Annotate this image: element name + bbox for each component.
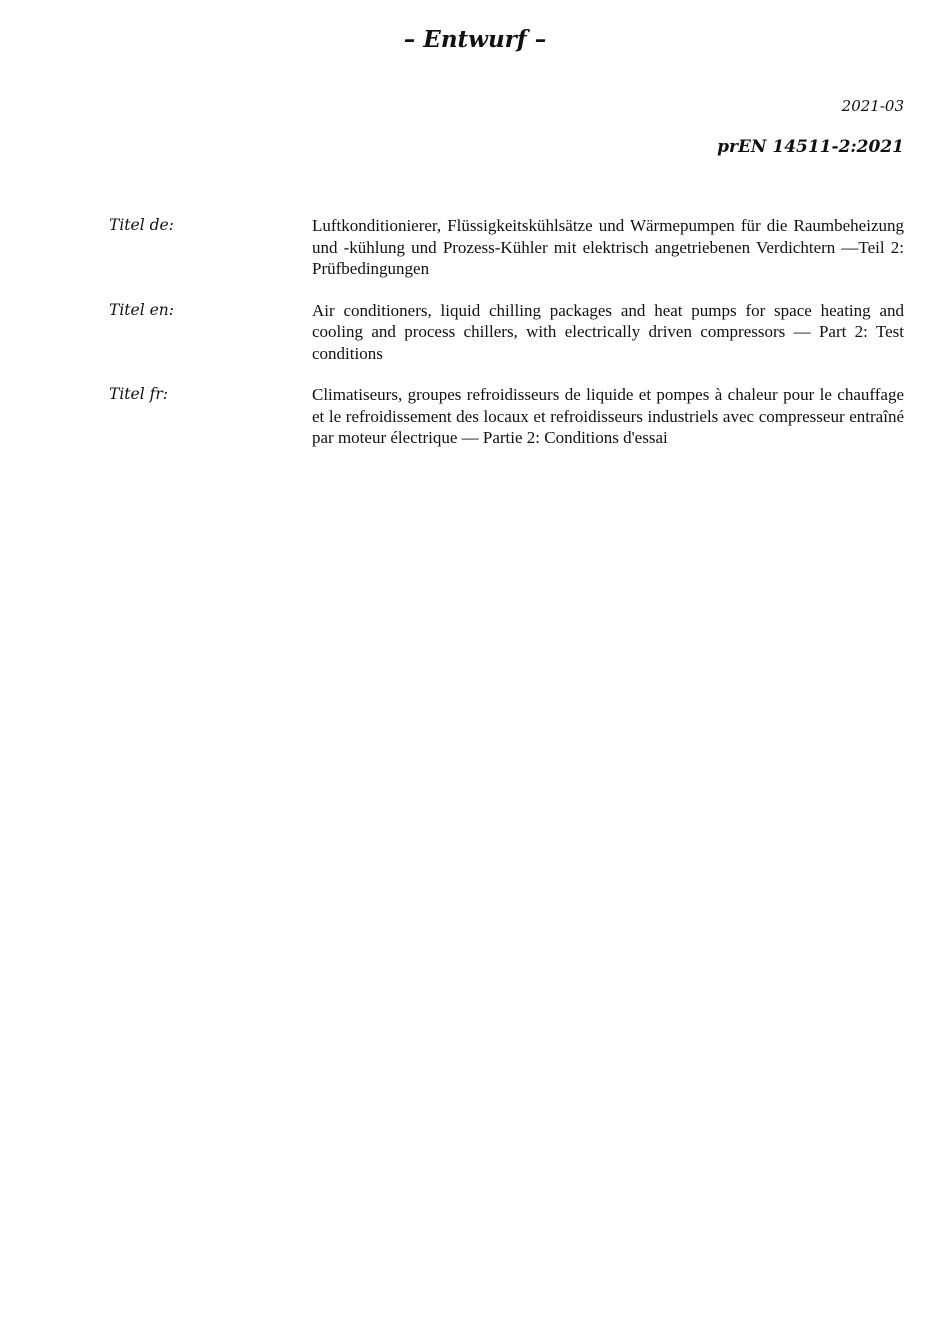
titles-table (109, 215, 904, 469)
title-text-en: Air conditioners, liquid chilling packages and heat pumps for space heating and cooling and process chillers, with electrically driven compressors — Part 2: Test conditions (312, 300, 904, 363)
title-row-de (109, 215, 904, 280)
title-label-de: Titel de: (109, 216, 174, 234)
title-row-fr (109, 384, 904, 449)
title-text-de: Luftkonditionierer, Flüssigkeitskühlsätze und Wärmepumpen für die Raumbeheizung und -kühlung und Prozess-Kühler mit elektrisch angetriebenen Verdichtern —Teil 2: Prüfbedingungen (312, 216, 904, 278)
title-row-en (109, 300, 904, 365)
title-text-fr: Climatiseurs, groupes refroidisseurs de liquide et pompes à chaleur pour le chauffage et le refroidissement des locaux et refroidisseurs industriels avec compresseur entraîné par moteur électrique — Partie 2: Conditions d'essai (312, 385, 904, 447)
title-label-en: Titel en: (109, 300, 174, 319)
document-number: prEN 14511-2:2021 (717, 137, 904, 157)
title-label-fr: Titel fr: (109, 385, 168, 403)
draft-heading: – Entwurf – (403, 26, 547, 53)
document-date: 2021-03 (841, 97, 904, 115)
